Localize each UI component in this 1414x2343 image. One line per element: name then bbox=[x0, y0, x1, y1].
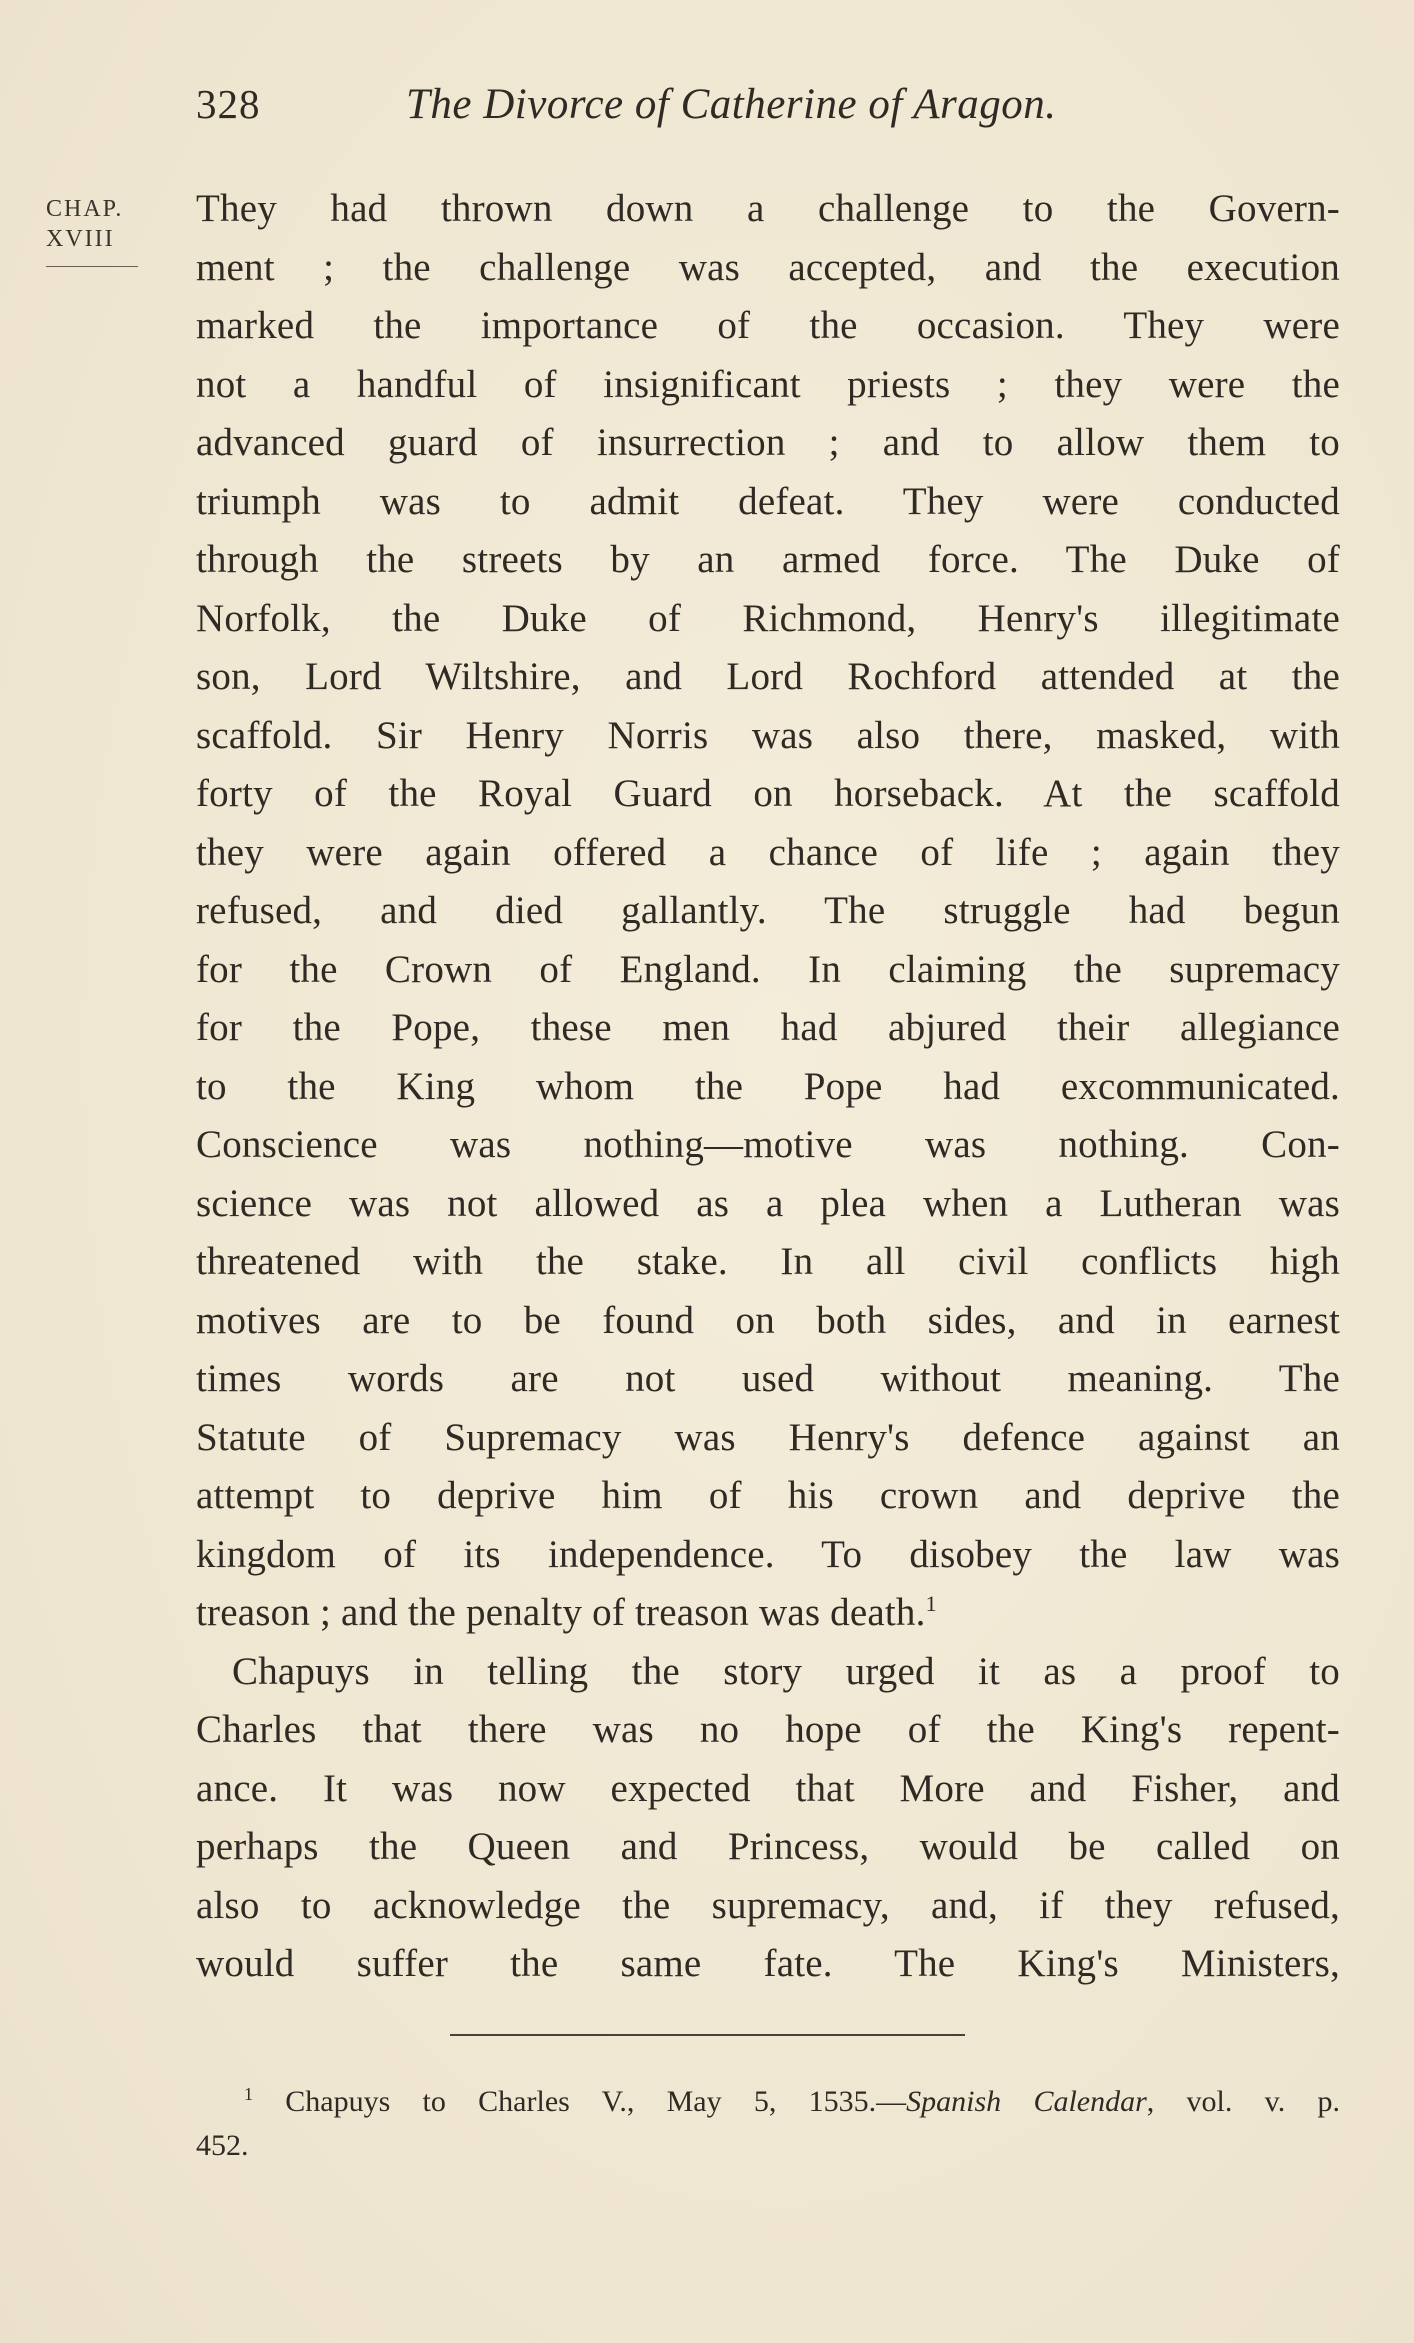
text-line: Statute of Supremacy was Henry's defence against an bbox=[196, 1415, 1340, 1459]
text-line: motives are to be found on both sides, and in earnest bbox=[196, 1298, 1340, 1342]
text-line: They had thrown down a challenge to the Govern- bbox=[196, 187, 1340, 230]
footnote-text-tail: , vol. v. p. bbox=[1146, 2085, 1340, 2118]
text-line: attempt to deprive him of his crown and deprive the bbox=[196, 1474, 1340, 1517]
text-line: forty of the Royal Guard on horseback. At the scaffold bbox=[196, 772, 1340, 815]
footnote-line bbox=[196, 2080, 1340, 2124]
footnote-source-title: Spanish Calendar bbox=[906, 2085, 1147, 2118]
running-title: The Divorce of Catherine of Aragon. bbox=[406, 81, 1057, 128]
text-line: marked the importance of the occasion. They were bbox=[196, 304, 1340, 347]
page-number: 328 bbox=[196, 81, 261, 127]
text-line: advanced guard of insurrection ; and to allow them to bbox=[196, 421, 1340, 464]
body-text bbox=[196, 180, 1340, 1994]
text-line: ment ; the challenge was accepted, and the execution bbox=[196, 245, 1340, 289]
text-line: for the Crown of England. In claiming the supremacy bbox=[196, 947, 1340, 991]
text-line: perhaps the Queen and Princess, would be called on bbox=[196, 1825, 1340, 1868]
chapter-label: CHAP. bbox=[46, 196, 124, 222]
footnote-text: Chapuys to Charles V., May 5, 1535.— bbox=[285, 2085, 907, 2118]
text-line: also to acknowledge the supremacy, and, if they refused, bbox=[196, 1883, 1340, 1927]
text-line: Norfolk, the Duke of Richmond, Henry's illegitimate bbox=[196, 596, 1340, 640]
text-line: not a handful of insignificant priests ; they were the bbox=[196, 362, 1340, 406]
page-header bbox=[196, 80, 1340, 150]
margin-rule bbox=[46, 266, 138, 267]
text-line: threatened with the stake. In all civil conflicts high bbox=[196, 1240, 1340, 1283]
footnote-separator bbox=[450, 2034, 965, 2036]
text-line: kingdom of its independence. To disobey the law was bbox=[196, 1532, 1340, 1576]
text-line: times words are not used without meaning. The bbox=[196, 1357, 1340, 1400]
text-line: science was not allowed as a plea when a Lutheran was bbox=[196, 1181, 1340, 1225]
text-line: scaffold. Sir Henry Norris was also there, masked, with bbox=[196, 713, 1340, 757]
footnote-marker: 1 bbox=[244, 2084, 253, 2104]
text-line: triumph was to admit defeat. They were conducted bbox=[196, 479, 1340, 523]
text-line: Conscience was nothing—motive was nothing. Con- bbox=[196, 1123, 1340, 1166]
text-line: for the Pope, these men had abjured their allegiance bbox=[196, 1006, 1340, 1049]
text-line: would suffer the same fate. The King's Ministers, bbox=[196, 1942, 1340, 1985]
footnote-continuation: 452. bbox=[196, 2129, 249, 2162]
chapter-number: XVIII bbox=[46, 226, 115, 252]
paragraph-start-line: Chapuys in telling the story urged it as a proof to bbox=[232, 1649, 1340, 1693]
text-line: ance. It was now expected that More and Fisher, and bbox=[196, 1766, 1340, 1810]
chapter-margin-note bbox=[46, 194, 146, 267]
text-line: treason ; and the penalty of treason was death. bbox=[196, 1591, 926, 1634]
text-line: to the King whom the Pope had excommunicated. bbox=[196, 1064, 1340, 1108]
text-line-with-footnote-ref bbox=[196, 1584, 1340, 1643]
text-line: they were again offered a chance of life ; again they bbox=[196, 830, 1340, 874]
footnote-reference: 1 bbox=[925, 1591, 937, 1616]
text-line: son, Lord Wiltshire, and Lord Rochford attended at the bbox=[196, 655, 1340, 698]
text-line: refused, and died gallantly. The struggle had begun bbox=[196, 889, 1340, 932]
text-line: Charles that there was no hope of the King's repent- bbox=[196, 1708, 1340, 1751]
text-line: through the streets by an armed force. The Duke of bbox=[196, 538, 1340, 581]
footnote bbox=[196, 2080, 1340, 2168]
